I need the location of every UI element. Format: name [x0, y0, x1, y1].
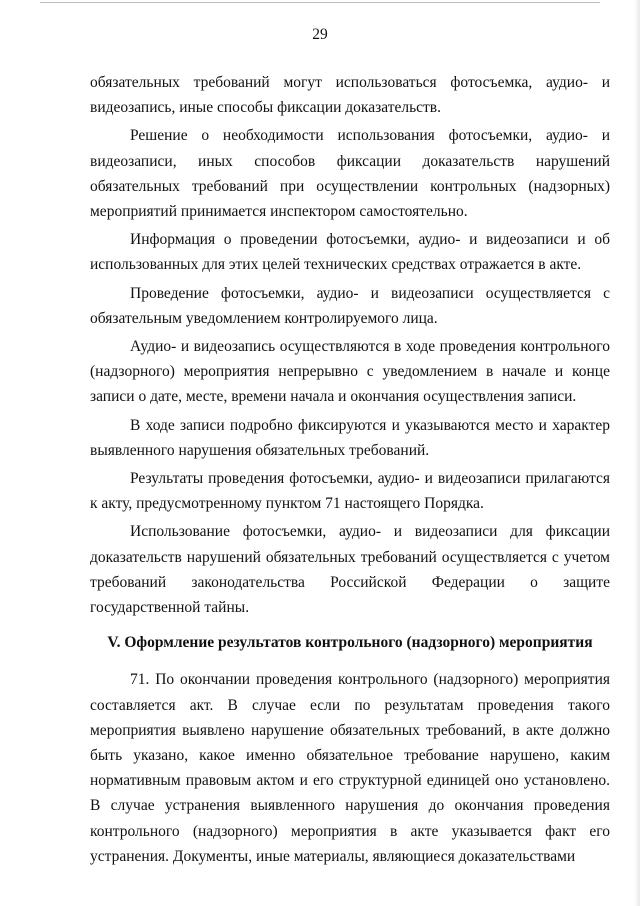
scan-top-rule	[40, 2, 600, 3]
paragraph-71: 71. По окончании проведения контрольного (надзорного) мероприятия составляется акт. В случае если по результатам проведения такого мероприятия выявлено нарушение обязательных требований, в акте должно быть указано, какое именно обязательное требование нарушено, каким нормативным правовым актом и его структурной единицей оно установлено. В случае устранения выявленного нарушения до окончания проведения контрольного (надзорного) мероприятия в акте указывается факт его устранения. Документы, иные материалы, являющиеся доказательствами	[90, 671, 610, 865]
document-body	[90, 70, 610, 869]
paragraph-information: Информация о проведении фотосъемки, аудио- и видеозаписи и об использованных для этих целей технических средствах отражается в акте.	[90, 231, 610, 274]
paragraph-conducting: Проведение фотосъемки, аудио- и видеозаписи осуществляется с обязательным уведомлением контролируемого лица.	[90, 284, 610, 327]
paragraph-results: Результаты проведения фотосъемки, аудио- и видеозаписи прилагаются к акту, предусмотренному пунктом 71 настоящего Порядка.	[90, 470, 610, 513]
paragraph-recorded-details: В ходе записи подробно фиксируются и указываются место и характер выявленного нарушения обязательных требований.	[90, 416, 610, 459]
paragraph-recording: Аудио- и видеозапись осуществляются в ходе проведения контрольного (надзорного) мероприятия непрерывно с уведомлением в начале и конце записи о дате, месте, времени начала и окончания осуществления записи.	[90, 338, 610, 406]
paragraph-usage: Использование фотосъемки, аудио- и видеозаписи для фиксации доказательств нарушений обязательных требований осуществляется с учетом требований законодательства Российской Федерации о защите государственной тайны.	[90, 523, 610, 617]
paragraph-continuation: обязательных требований могут использоваться фотосъемка, аудио- и видеозапись, иные способы фиксации доказательств.	[90, 74, 610, 117]
paragraph-decision: Решение о необходимости использования фотосъемки, аудио- и видеозаписи, иных способов фиксации доказательств нарушений обязательных требований при осуществлении контрольных (надзорных) мероприятий принимается инспектором самостоятельно.	[90, 127, 610, 221]
section-heading: V. Оформление результатов контрольного (надзорного) мероприятия	[107, 634, 593, 652]
page-number: 29	[312, 26, 328, 43]
scan-right-edge	[634, 0, 640, 906]
